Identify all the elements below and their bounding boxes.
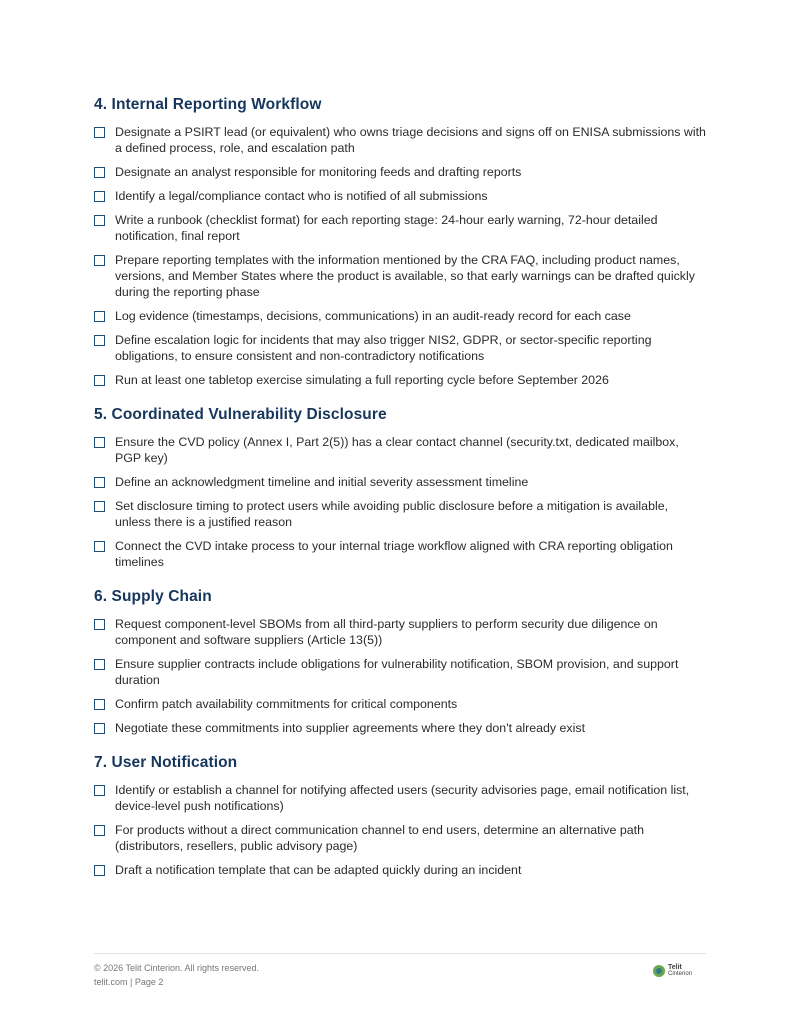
checklist-item-text: Define escalation logic for incidents that may also trigger NIS2, GDPR, or sector-specific reporting obligations, to ensure consistent and non-contradictory notifications	[115, 333, 652, 363]
checkbox-icon[interactable]	[94, 255, 105, 266]
checkbox-icon[interactable]	[94, 825, 105, 836]
checklist-item	[94, 782, 706, 814]
checklist	[94, 782, 706, 878]
checklist-item-text: Prepare reporting templates with the information mentioned by the CRA FAQ, including product names, versions, and Member States where the product is available, so that early warnings can be drafted quickly during the reporting phase	[115, 253, 695, 299]
checklist-item-text: Identify a legal/compliance contact who is notified of all submissions	[115, 189, 488, 203]
checklist-item	[94, 188, 706, 204]
section-heading: 4. Internal Reporting Workflow	[94, 96, 322, 113]
checkbox-icon[interactable]	[94, 191, 105, 202]
checkbox-icon[interactable]	[94, 699, 105, 710]
logo-mark-icon	[653, 965, 665, 977]
checkbox-icon[interactable]	[94, 215, 105, 226]
checklist-item	[94, 212, 706, 244]
checkbox-icon[interactable]	[94, 167, 105, 178]
checklist	[94, 616, 706, 736]
checklist-item-text: Identify or establish a channel for notifying affected users (security advisories page, email notification list, device-level push notifications)	[115, 783, 690, 813]
checkbox-icon[interactable]	[94, 477, 105, 488]
logo-subname: Cinterion	[667, 971, 692, 977]
logo-name: Telit	[667, 964, 682, 971]
section-coordinated-vulnerability-disclosure	[94, 406, 706, 570]
checklist-item	[94, 720, 706, 736]
copyright-text: © 2026 Telit Cinterion. All rights reserved.	[94, 963, 260, 973]
section-heading: 5. Coordinated Vulnerability Disclosure	[94, 406, 387, 423]
checklist-item-text: Log evidence (timestamps, decisions, communications) in an audit-ready record for each case	[115, 309, 631, 323]
checkbox-icon[interactable]	[94, 785, 105, 796]
checkbox-icon[interactable]	[94, 335, 105, 346]
checklist-item	[94, 862, 706, 878]
checkbox-icon[interactable]	[94, 501, 105, 512]
checklist-item	[94, 498, 706, 530]
checkbox-icon[interactable]	[94, 437, 105, 448]
checkbox-icon[interactable]	[94, 375, 105, 386]
checklist-item-text: Run at least one tabletop exercise simulating a full reporting cycle before September 2026	[115, 373, 609, 387]
checklist-item	[94, 372, 706, 388]
checklist-item-text: Designate an analyst responsible for monitoring feeds and drafting reports	[115, 165, 522, 179]
checklist-item-text: Define an acknowledgment timeline and initial severity assessment timeline	[115, 475, 529, 489]
checklist-item-text: Negotiate these commitments into supplier agreements where they don't already exist	[115, 721, 586, 735]
checklist-item	[94, 308, 706, 324]
checklist-item	[94, 252, 706, 300]
checklist-item	[94, 822, 706, 854]
checklist-item	[94, 538, 706, 570]
checklist-item-text: Ensure the CVD policy (Annex I, Part 2(5)) has a clear contact channel (security.txt, dedicated mailbox, PGP key)	[115, 435, 679, 465]
checklist	[94, 434, 706, 570]
checklist-item	[94, 332, 706, 364]
checkbox-icon[interactable]	[94, 127, 105, 138]
checkbox-icon[interactable]	[94, 659, 105, 670]
checklist-item	[94, 434, 706, 466]
document-page	[94, 96, 706, 896]
checklist	[94, 124, 706, 388]
section-internal-reporting-workflow	[94, 96, 706, 388]
logo-text	[668, 964, 692, 977]
checklist-item	[94, 474, 706, 490]
checklist-item-text: Write a runbook (checklist format) for each reporting stage: 24-hour early warning, 72-hour detailed notification, final report	[115, 213, 658, 243]
checklist-item-text: Confirm patch availability commitments for critical components	[115, 697, 458, 711]
checklist-item-text: Draft a notification template that can be adapted quickly during an incident	[115, 863, 522, 877]
section-supply-chain	[94, 588, 706, 736]
checklist-item-text: For products without a direct communication channel to end users, determine an alternative path (distributors, resellers, public advisory page)	[115, 823, 644, 853]
checklist-item	[94, 124, 706, 156]
checklist-item	[94, 616, 706, 648]
checklist-item	[94, 164, 706, 180]
checkbox-icon[interactable]	[94, 311, 105, 322]
checkbox-icon[interactable]	[94, 619, 105, 630]
checklist-item-text: Request component-level SBOMs from all third-party suppliers to perform security due diligence on component and software suppliers (Article 13(5))	[115, 617, 658, 647]
section-user-notification	[94, 754, 706, 878]
telit-cinterion-logo-icon	[653, 964, 692, 977]
checkbox-icon[interactable]	[94, 865, 105, 876]
checklist-item-text: Connect the CVD intake process to your internal triage workflow aligned with CRA reporting obligation timelines	[115, 539, 673, 569]
section-heading: 6. Supply Chain	[94, 588, 212, 605]
page-number-line: telit.com | Page 2	[94, 977, 164, 987]
checklist-item	[94, 696, 706, 712]
checklist-item-text: Set disclosure timing to protect users while avoiding public disclosure before a mitigation is available, unless there is a justified reason	[115, 499, 669, 529]
checkbox-icon[interactable]	[94, 723, 105, 734]
checklist-item-text: Designate a PSIRT lead (or equivalent) who owns triage decisions and signs off on ENISA submissions with a defined process, role, and escalation path	[115, 125, 706, 155]
section-heading: 7. User Notification	[94, 754, 238, 771]
page-footer	[94, 953, 706, 989]
checklist-item	[94, 656, 706, 688]
checkbox-icon[interactable]	[94, 541, 105, 552]
checklist-item-text: Ensure supplier contracts include obligations for vulnerability notification, SBOM provision, and support duration	[115, 657, 679, 687]
